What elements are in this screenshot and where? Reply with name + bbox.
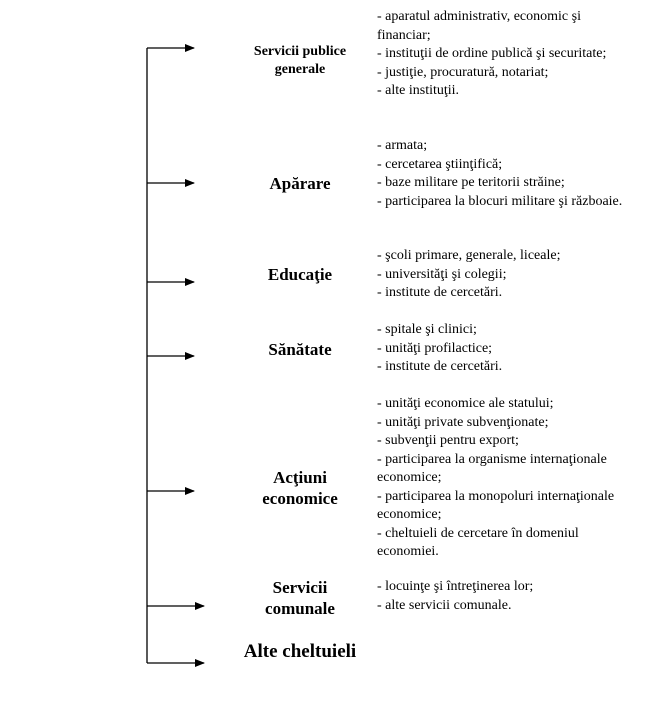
- list-item: - alte servicii comunale.: [377, 597, 512, 613]
- list-item: - cheltuieli de cercetare în domeniul economiei.: [377, 525, 579, 559]
- list-item: - cercetarea ştiinţifică;: [377, 156, 503, 172]
- list-item: - institute de cercetări.: [377, 285, 503, 300]
- list-item: - baze militare pe teritorii străine;: [377, 175, 565, 190]
- list-item: - şcoli primare, generale, liceale;: [377, 248, 561, 263]
- items-list-servicii-comunale: [377, 578, 637, 615]
- list-item: - justiţie, procuratură, notariat;: [377, 64, 549, 80]
- list-item: - spitale şi clinici;: [377, 322, 477, 337]
- list-item: - unităţi economice ale statului;: [377, 396, 554, 411]
- list-item: - unităţi profilactice;: [377, 340, 493, 356]
- items-list-actiuni-economice: [377, 395, 637, 562]
- list-item: - subvenţii pentru export;: [377, 433, 519, 448]
- list-item: - locuinţe şi întreţinerea lor;: [377, 579, 534, 594]
- list-item: - instituţii de ordine publică şi securitate;: [377, 46, 607, 61]
- category-label-alte-cheltuieli: Alte cheltuieli: [243, 641, 357, 662]
- category-label-aparare: Apărare: [269, 174, 331, 193]
- list-item: - participarea la monopoluri internaţionale economice;: [377, 488, 615, 522]
- list-item: - universităţi şi colegii;: [377, 266, 507, 282]
- list-item: - unităţi private subvenţionate;: [377, 414, 549, 430]
- list-item: - institute de cercetări.: [377, 359, 503, 374]
- category-label-servicii-comunale: Servicii comunale: [265, 578, 335, 619]
- items-list-educatie: [377, 247, 637, 303]
- category-label-actiuni-economice: Acţiuni economice: [262, 468, 338, 509]
- items-list-servicii-publice: [377, 8, 637, 101]
- category-label-servicii-publice: Servicii publice generale: [253, 44, 347, 77]
- list-item: - alte instituţii.: [377, 83, 460, 98]
- list-item: - participarea la organisme internaţionale economice;: [377, 451, 607, 485]
- category-label-sanatate: Sănătate: [268, 340, 332, 359]
- list-item: - aparatul administrativ, economic şi financiar;: [377, 9, 581, 43]
- category-label-educatie: Educaţie: [267, 265, 333, 284]
- list-item: - armata;: [377, 138, 428, 153]
- list-item: - participarea la blocuri militare şi războaie.: [377, 193, 623, 209]
- items-list-sanatate: [377, 321, 637, 377]
- items-list-aparare: [377, 137, 637, 211]
